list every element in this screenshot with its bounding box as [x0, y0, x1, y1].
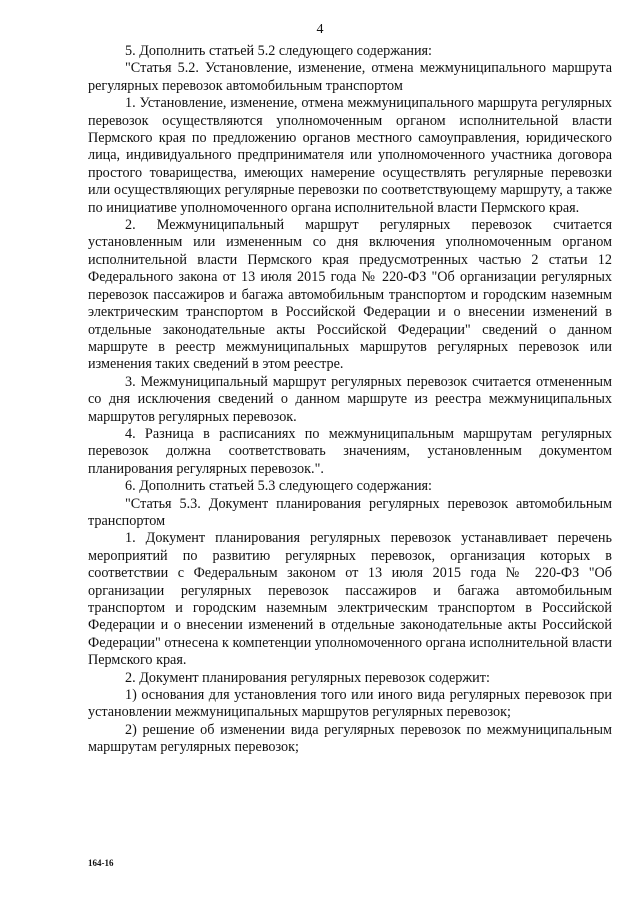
paragraph-add-article-5-3: 6. Дополнить статьей 5.3 следующего содержания: — [125, 478, 432, 495]
paragraph-article-5-2-part-1: 1. Установление, изменение, отмена межмуниципального маршрута регулярных перевозок осуществляются уполномоченным органом исполнительной власти Пермского края по предложению органов местного самоуправления, юридического лица, индивидуального предпринимателя или уполномоченного участника договора простого товарищества, имеющих намерение осуществлять регулярные перевозки или осуществляющих регулярные перевозки по соответствующему маршруту, а также по инициативе уполномоченного органа исполнительной власти Пермского края. — [88, 95, 612, 216]
paragraph-article-5-3-title: "Статья 5.3. Документ планирования регулярных перевозок автомобильным транспортом — [88, 495, 612, 529]
paragraph-article-5-3-item-2: 2) решение об изменении вида регулярных перевозок по межмуниципальным маршрутам регулярных перевозок; — [88, 721, 612, 756]
document-body — [88, 43, 612, 757]
paragraph-article-5-3-part-2: 2. Документ планирования регулярных перевозок содержит: — [125, 669, 490, 686]
page-number: 4 — [316, 22, 324, 37]
paragraph-article-5-2-part-4: 4. Разница в расписаниях по межмуниципальным маршрутам регулярных перевозок должна соответствовать значениям, установленным документом планирования регулярных перевозок.". — [88, 425, 612, 477]
paragraph-article-5-2-part-3: 3. Межмуниципальный маршрут регулярных перевозок считается отмененным со дня исключения сведений о данном маршруте из реестра межмуниципальных маршрутов регулярных перевозок. — [88, 373, 612, 425]
paragraph-article-5-2-title: "Статья 5.2. Установление, изменение, отмена межмуниципального маршрута регулярных перевозок автомобильным транспортом — [88, 60, 612, 94]
paragraph-article-5-2-part-2: 2. Межмуниципальный маршрут регулярных перевозок считается установленным или измененным со дня включения уполномоченным органом исполнительной власти Пермского края предусмотренных частью 2 статьи 12 Федерального закона от 13 июля 2015 года № 220-ФЗ "Об организации регулярных перевозок пассажиров и багажа автомобильным транспортом и городским наземным электрическим транспортом в Российской Федерации и о внесении изменений в отдельные законодательные акты Российской Федерации" сведений о данном маршруте в реестр межмуниципальных маршрутов регулярных перевозок или изменения таких сведений в этом реестре. — [88, 217, 612, 373]
paragraph-article-5-3-item-1: 1) основания для установления того или иного вида регулярных перевозок при установлении межмуниципальных маршрутов регулярных перевозок; — [88, 687, 612, 721]
document-code: 164-16 — [88, 858, 114, 868]
paragraph-add-article-5-2: 5. Дополнить статьей 5.2 следующего содержания: — [125, 43, 432, 59]
paragraph-article-5-3-part-1: 1. Документ планирования регулярных перевозок устанавливает перечень мероприятий по развитию регулярных перевозок, организация которых в соответствии с Федеральным законом от 13 июля 2015 года № 220-ФЗ "Об организации регулярных перевозок пассажиров и багажа автомобильным транспортом и городским наземным электрическим транспортом в Российской Федерации и о внесении изменений в отдельные законодательные акты Российской Федерации" отнесена к компетенции уполномоченного органа исполнительной власти Пермского края. — [88, 530, 612, 669]
